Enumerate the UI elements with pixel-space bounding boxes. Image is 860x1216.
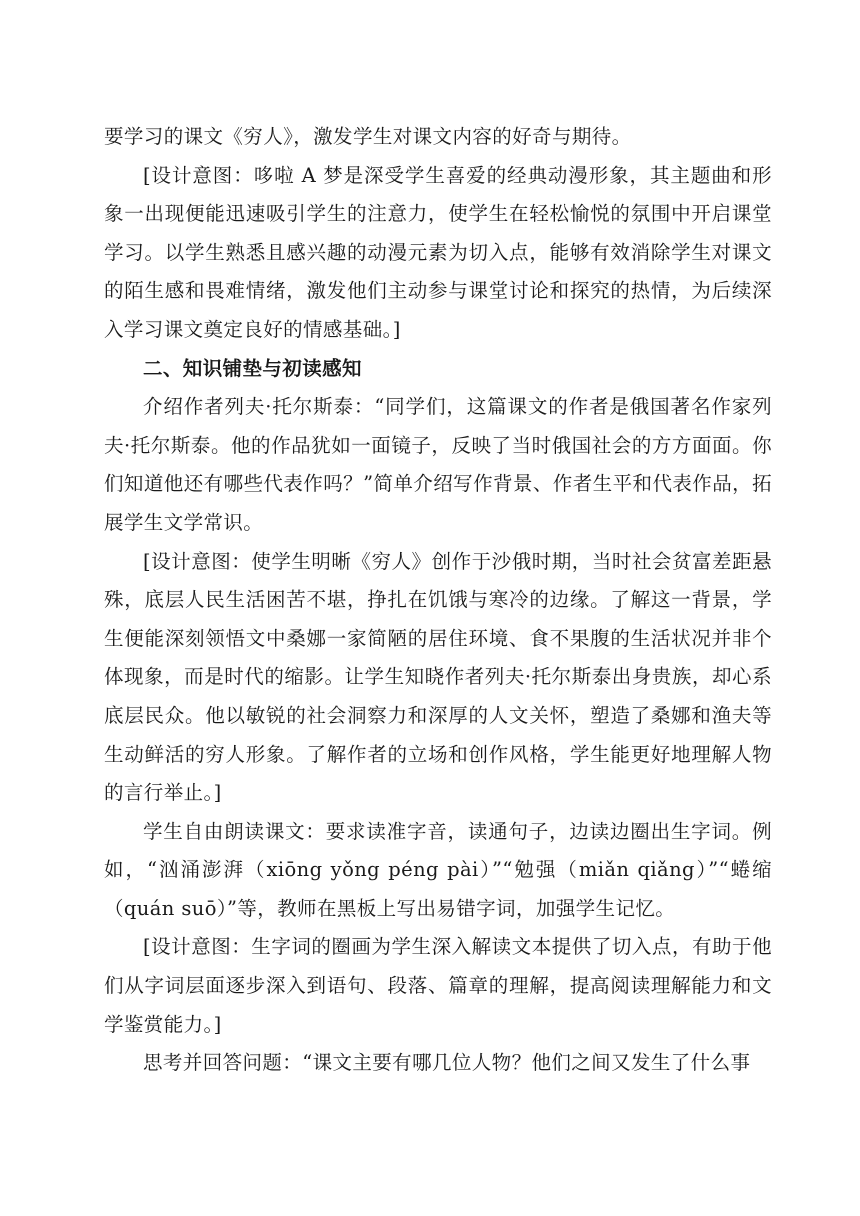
paragraph-design-intent-2: [设计意图：使学生明晰《穷人》创作于沙俄时期，当时社会贫富差距悬殊，底层人民生活困苦不堪，挣扎在饥饿与寒冷的边缘。了解这一背景，学生便能深刻领悟文中桑娜一家简陋的居住环境、食不果腹的生活状况并非个体现象，而是时代的缩影。让学生知晓作者列夫·托尔斯泰出身贵族，却心系底层民众。他以敏锐的社会洞察力和深厚的人文关怀，塑造了桑娜和渔夫等生动鲜活的穷人形象。了解作者的立场和创作风格，学生能更好地理解人物的言行举止。]	[104, 549, 772, 805]
paragraph-question: 思考并回答问题：“课文主要有哪几位人物？他们之间又发生了什么事	[143, 1051, 751, 1075]
paragraph-continuation: 要学习的课文《穷人》，激发学生对课文内容的好奇与期待。	[104, 125, 632, 148]
paragraph-free-reading: 学生自由朗读课文：要求读准字音，读通句子，边读边圈出生字词。例如，“汹涌澎湃（xiōng yǒng péng pài）”“勉强（miǎn qiǎng）”“蜷缩（quán suō）”等，教师在黑板上写出易错字词，加强学生记忆。	[104, 819, 772, 920]
paragraph-design-intent-1: [设计意图：哆啦 A 梦是深受学生喜爱的经典动漫形象，其主题曲和形象一出现便能迅速吸引学生的注意力，使学生在轻松愉悦的氛围中开启课堂学习。以学生熟悉且感兴趣的动漫元素为切入点，能够有效消除学生对课文的陌生感和畏难情绪，激发他们主动参与课堂讨论和探究的热情，为后续深入学习课文奠定良好的情感基础。]	[104, 163, 772, 341]
paragraph-author-intro: 介绍作者列夫·托尔斯泰：“同学们，这篇课文的作者是俄国著名作家列夫·托尔斯泰。他的作品犹如一面镜子，反映了当时俄国社会的方方面面。你们知道他还有哪些代表作吗？”简单介绍写作背景、作者生平和代表作品，拓展学生文学常识。	[104, 395, 772, 534]
section-heading: 二、知识铺垫与初读感知	[143, 356, 362, 380]
document-page	[104, 118, 772, 1083]
paragraph-design-intent-3: [设计意图：生字词的圈画为学生深入解读文本提供了切入点，有助于他们从字词层面逐步深入到语句、段落、篇章的理解，提高阅读理解能力和文学鉴赏能力。]	[104, 935, 772, 1036]
